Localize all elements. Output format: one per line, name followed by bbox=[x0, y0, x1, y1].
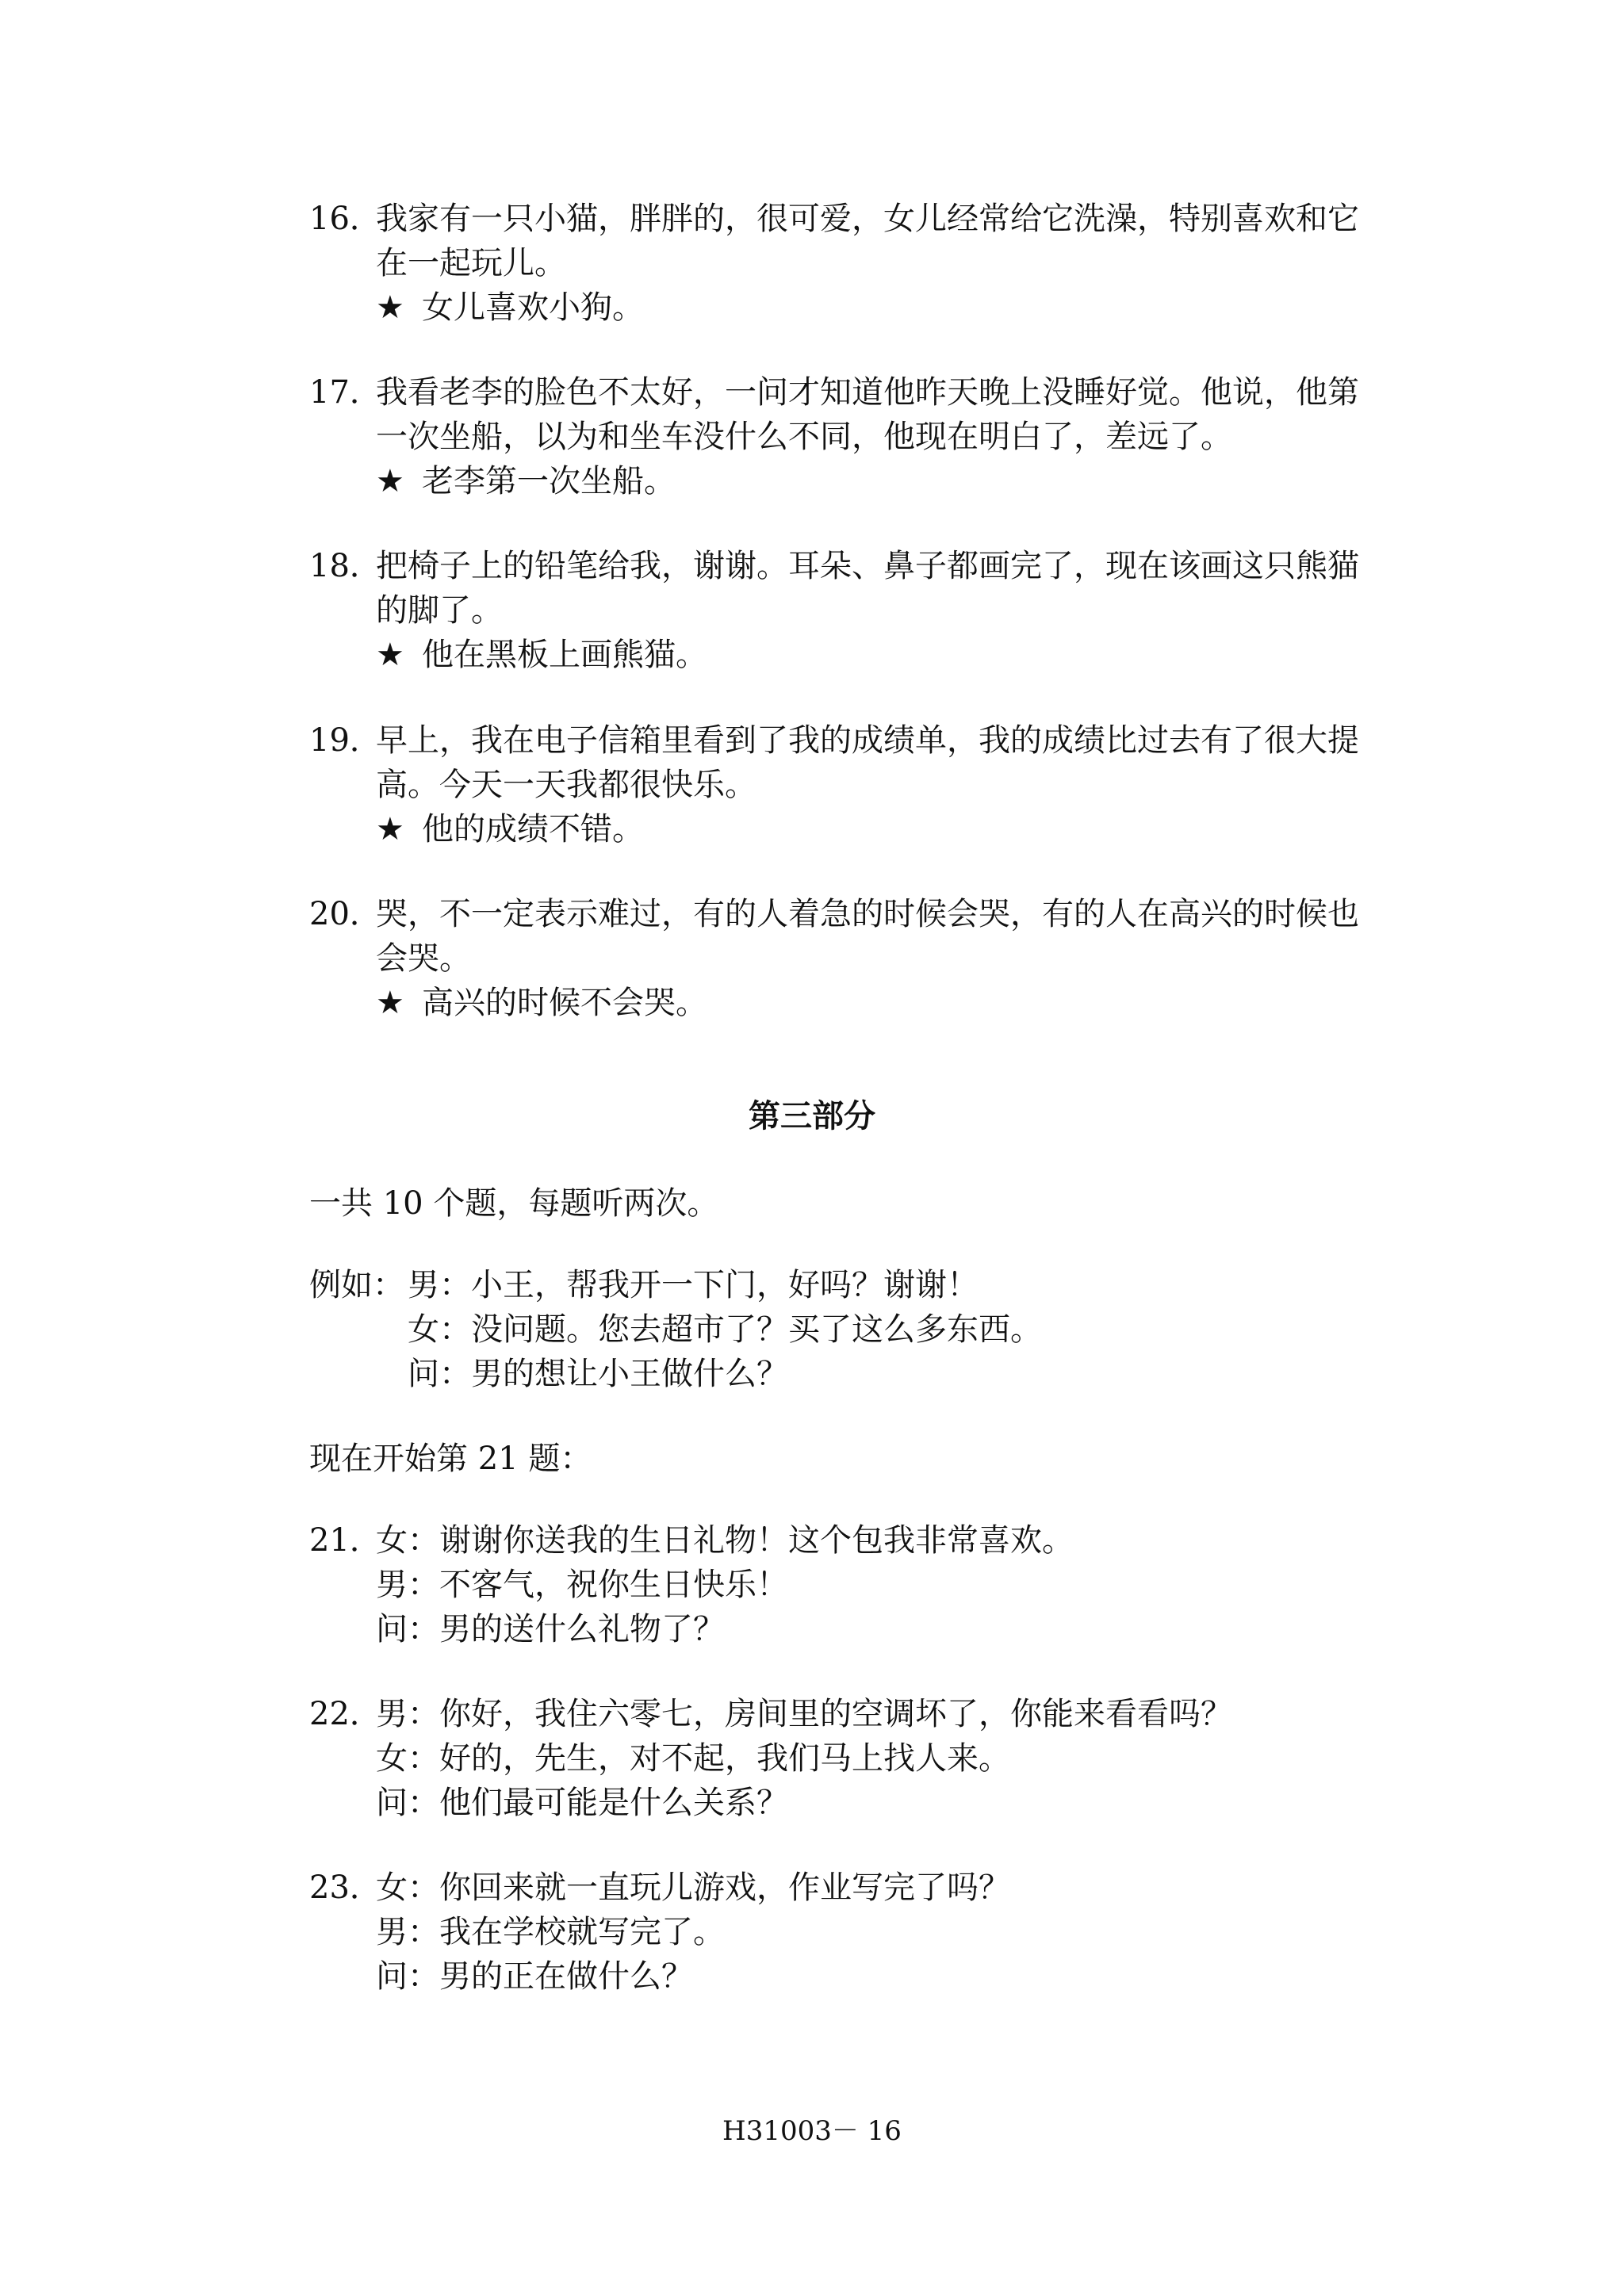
star-icon: ★ bbox=[376, 289, 404, 326]
start-text: 现在开始第 21 题： bbox=[309, 1441, 592, 1477]
statement-line bbox=[376, 981, 1388, 1025]
dialogue-line: 问：他们最可能是什么关系？ bbox=[376, 1785, 788, 1821]
question-number: 17． bbox=[309, 374, 381, 411]
question-text: 把椅子上的铅笔给我，谢谢。耳朵、鼻子都画完了，现在该画这只熊猫的脚了。 bbox=[376, 548, 1359, 629]
question-text: 哭，不一定表示难过，有的人着急的时候会哭，有的人在高兴的时候也会哭。 bbox=[376, 896, 1359, 977]
statement-line bbox=[376, 807, 1388, 851]
question-number: 20． bbox=[309, 896, 381, 932]
example-block bbox=[309, 1263, 1042, 1396]
question-number: 16． bbox=[309, 201, 381, 237]
question-text: 早上，我在电子信箱里看到了我的成绩单，我的成绩比过去有了很大提高。今天一天我都很快乐。 bbox=[376, 722, 1359, 803]
question-number: 19． bbox=[309, 722, 381, 759]
statement-claim: 他在黑板上画熊猫。 bbox=[422, 637, 707, 673]
dialogue-line: 问：男的正在做什么？ bbox=[376, 1958, 693, 1995]
question-number: 23． bbox=[309, 1869, 381, 1906]
example-line: 问：男的想让小王做什么？ bbox=[408, 1356, 788, 1392]
dialogue-line: 男：不客气，祝你生日快乐！ bbox=[376, 1567, 788, 1603]
question-21 bbox=[309, 1518, 1388, 1651]
question-number: 18． bbox=[309, 548, 381, 584]
statement-claim: 老李第一次坐船。 bbox=[422, 463, 676, 499]
example-line: 女：没问题。您去超市了？买了这么多东西。 bbox=[408, 1311, 1042, 1348]
example-label: 例如： bbox=[309, 1267, 404, 1303]
question-17 bbox=[309, 370, 1388, 503]
question-16 bbox=[309, 197, 1388, 330]
question-18 bbox=[309, 544, 1388, 677]
star-icon: ★ bbox=[376, 637, 404, 673]
example-line: 男：小王，帮我开一下门，好吗？谢谢！ bbox=[408, 1267, 979, 1303]
page-footer: H31003－ 16 bbox=[722, 2115, 902, 2147]
question-23 bbox=[309, 1866, 1388, 1999]
question-text: 我看老李的脸色不太好，一问才知道他昨天晚上没睡好觉。他说，他第一次坐船，以为和坐车没什么不同，他现在明白了，差远了。 bbox=[376, 374, 1359, 455]
dialogue-line: 男：你好，我住六零七，房间里的空调坏了，你能来看看吗？ bbox=[376, 1696, 1232, 1732]
statement-line bbox=[376, 285, 1388, 330]
question-20 bbox=[309, 892, 1388, 1025]
question-number: 22． bbox=[309, 1696, 381, 1732]
question-19 bbox=[309, 718, 1388, 851]
dialogue-line: 女：谢谢你送我的生日礼物！这个包我非常喜欢。 bbox=[376, 1522, 1074, 1559]
statement-claim: 高兴的时候不会哭。 bbox=[422, 985, 707, 1021]
statement-claim: 女儿喜欢小狗。 bbox=[422, 289, 644, 326]
star-icon: ★ bbox=[376, 985, 404, 1021]
statement-line bbox=[376, 633, 1388, 677]
question-22 bbox=[309, 1692, 1388, 1825]
star-icon: ★ bbox=[376, 463, 404, 499]
dialogue-line: 女：好的，先生，对不起，我们马上找人来。 bbox=[376, 1740, 1010, 1777]
statement-line bbox=[376, 459, 1388, 503]
section-title: 第三部分 bbox=[749, 1097, 875, 1135]
section-instruction: 一共 10 个题，每题听两次。 bbox=[309, 1185, 719, 1222]
statement-claim: 他的成绩不错。 bbox=[422, 811, 644, 848]
question-number: 21． bbox=[309, 1522, 381, 1559]
dialogue-line: 男：我在学校就写完了。 bbox=[376, 1914, 725, 1950]
star-icon: ★ bbox=[376, 811, 404, 848]
dialogue-line: 女：你回来就一直玩儿游戏，作业写完了吗？ bbox=[376, 1869, 1010, 1906]
question-text: 我家有一只小猫，胖胖的，很可爱，女儿经常给它洗澡，特别喜欢和它在一起玩儿。 bbox=[376, 201, 1359, 281]
dialogue-line: 问：男的送什么礼物了？ bbox=[376, 1611, 725, 1647]
